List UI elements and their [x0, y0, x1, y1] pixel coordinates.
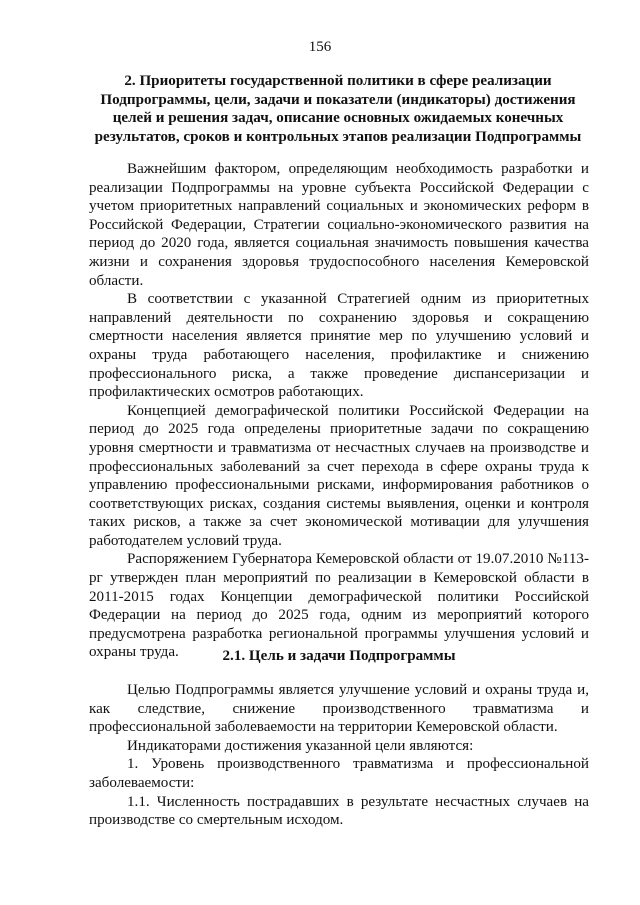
paragraph: Концепцией демографической политики Российской Федерации на период до 2025 года определены приоритетные задачи по сокращению уровня смертности и травматизма от несчастных случаев на производстве и профессиональных заболеваний за счет перехода в сфере охраны труда к управлению профессиональными рисками, информирования работников о соответствующих рисках, создания системы выявления, оценки и контроля таких рисков, а также за счет экономической мотивации для улучшения работодателем условий труда. [89, 402, 589, 549]
section-body [89, 160, 589, 662]
page-number: 156 [308, 39, 332, 55]
paragraph: Распоряжением Губернатора Кемеровской области от 19.07.2010 №113-рг утвержден план мероприятий по реализации в Кемеровской области в 2011-2015 годах Концепции демографической политики Российской Федерации на период до 2025 года, одним из мероприятий которого предусмотрена разработка региональной программы улучшения условий и охраны труда. [89, 551, 589, 661]
paragraph: Целью Подпрограммы является улучшение условий и охраны труда и, как следствие, снижение производственного травматизма и профессиональной заболеваемости на территории Кемеровской области. [89, 682, 589, 736]
paragraph: Важнейшим фактором, определяющим необходимость разработки и реализации Подпрограммы на уровне субъекта Российской Федерации с учетом приоритетных направлений социальных и экономических реформ в Российской Федерации, Стратегии социально-экономического развития на период до 2020 года, является социальная значимость повышения качества жизни и сохранения здоровья трудоспособного населения Кемеровской области. [89, 161, 589, 289]
subsection-body [89, 681, 589, 830]
section-title: 2. Приоритеты государственной политики в сфере реализации Подпрограммы, цели, задачи и показатели (индикаторы) достижения целей и решения задач, описание основных ожидаемых конечных результатов, сроков и контрольных этапов реализации Подпрограммы [94, 73, 582, 145]
paragraph: В соответствии с указанной Стратегией одним из приоритетных направлений деятельности по сохранению здоровья и сокращению смертности населения является принятие мер по улучшению условий и охраны труда работающего населения, профилактике и снижению профессионального риска, а также проведение диспансеризации и профилактических осмотров работающих. [89, 291, 589, 401]
paragraph: 1.1. Численность пострадавших в результате несчастных случаев на производстве со смертельным исходом. [89, 793, 589, 829]
paragraph: Индикаторами достижения указанной цели являются: [127, 737, 474, 754]
subsection-title: 2.1. Цель и задачи Подпрограммы [222, 648, 456, 664]
paragraph: 1. Уровень производственного травматизма и профессиональной заболеваемости: [89, 756, 589, 791]
